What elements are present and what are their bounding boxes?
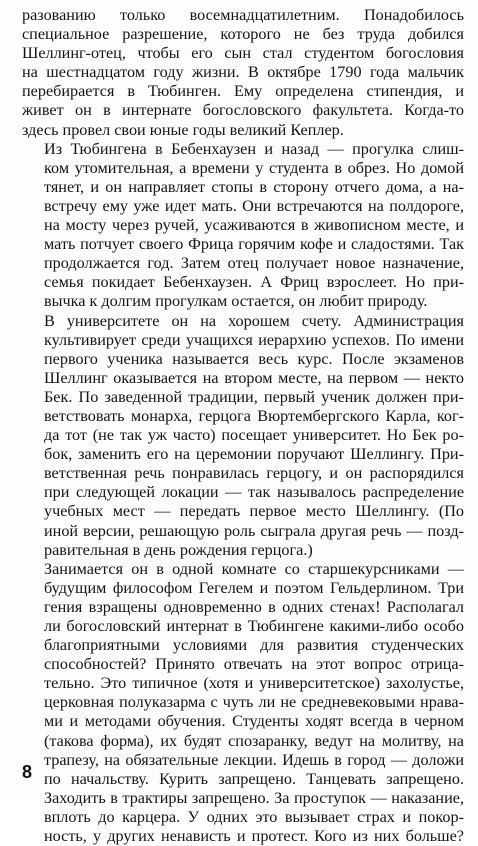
text-line: культивирует среди учащихся иерархию успехов. По имени [44,330,464,349]
text-line: мать потчует своего Фрица горячим кофе и сладостями. Так [44,235,464,254]
paragraph [22,6,464,140]
text-line: семья покидает Бебенхаузен. А Фриц взрослеет. Но при- [44,273,464,292]
text-line: специальное разрешение, которого не без труда добился [22,25,464,44]
text-line: Шеллинг оказывается на втором месте, на первом — некто [44,368,464,387]
text-line: вычка к долгим прогулкам остается, он любит природу. [44,292,428,311]
text-line: живет он в интернате богословского факультета. Когда-то [22,101,464,120]
text-line: (такова форма), их будят спозаранку, ведут на молитву, на [44,731,464,750]
page-number: 8 [22,762,33,782]
paragraph [22,312,464,560]
text-line: да тот (не так уж часто) посещает университет. Но Бек ро- [44,426,464,445]
text-line: вплоть до карцера. У одних это вызывает страх и покор- [44,807,464,826]
text-line: церковная полуказарма с чуть ли не средневековыми нрава- [44,693,464,712]
text-line: продолжается год. Затем отец получает новое назначение, [44,254,464,273]
text-line: Заходить в трактиры запрещено. За проступок — наказание, [44,788,464,807]
text-line: первого ученика называется весь курс. После экзаменов [44,349,464,368]
text-line: В университете он на хорошем счету. Администрация [44,311,464,330]
text-line: ми и методами обучения. Студенты ходят всегда в черном [44,712,464,731]
paragraph [22,560,464,846]
text-line: иной версии, решающую роль сыграла другая речь — позд- [44,521,464,540]
text-line: будущим философом Гегелем и поэтом Гельдерлином. Три [44,578,464,597]
paragraph [22,140,464,312]
body-text [22,6,464,846]
text-line: бок, заменить его на церемонии поручают Шеллингу. При- [44,445,464,464]
text-line: благоприятными условиями для развития студенческих [44,636,464,655]
text-line: ветствовать монарха, герцога Вюртембергского Карла, ког- [44,406,464,425]
text-line: по начальству. Курить запрещено. Танцевать запрещено. [44,769,464,788]
text-line: встречу ему уже идет мать. Они встречаются на полдороге, [44,196,464,215]
text-line: здесь провел свои юные годы великий Кеплер. [22,120,344,139]
text-line: тянет, и он направляет стопы в сторону отчего дома, а на- [44,177,464,196]
text-line: способностей? Принято отвечать на этот вопрос отрица- [44,655,464,674]
text-line: на мосту через ручей, усаживаются в живописном месте, и [44,216,464,235]
text-line: учебных мест — передать первое место Шеллингу. (По [44,502,464,521]
text-line: на шестнадцатом году жизни. В октябре 1790 года мальчик [22,63,464,82]
text-line: Бек. По заведенной традиции, первый ученик должен при- [44,387,464,406]
text-line: при следующей локации — так называлось распределение [44,483,464,502]
text-line: равительная в день рождения герцога.) [44,540,313,559]
text-line: тельно. Это типичное (хотя и университетское) захолустье, [44,674,464,693]
text-line: перебирается в Тюбинген. Ему определена стипендия, и [22,82,464,101]
text-line: разованию только восемнадцатилетним. Понадобилось [22,6,464,24]
text-line: трапезу, на обязательные лекции. Идешь в город — доложи [44,750,464,769]
text-line: Занимается он в одной комнате со старшекурсниками — [44,559,464,578]
text-line: ветственная речь понравилась герцогу, и он распорядился [44,464,464,483]
text-line: ли богословский интернат в Тюбингене какими-либо особо [44,617,464,635]
text-line: ком утомительная, а времени у студента в обрез. Но домой [44,158,464,177]
text-line: гения взращены одновременно в одних стенах! Располагал [44,597,464,616]
text-line: Шеллинг-отец, чтобы его сын стал студентом богословия [22,44,464,63]
text-line: Из Тюбингена в Бебенхаузен и назад — прогулка слиш- [44,139,464,158]
text-line: ность, у других ненависть и протест. Кого из них больше? [44,827,464,846]
